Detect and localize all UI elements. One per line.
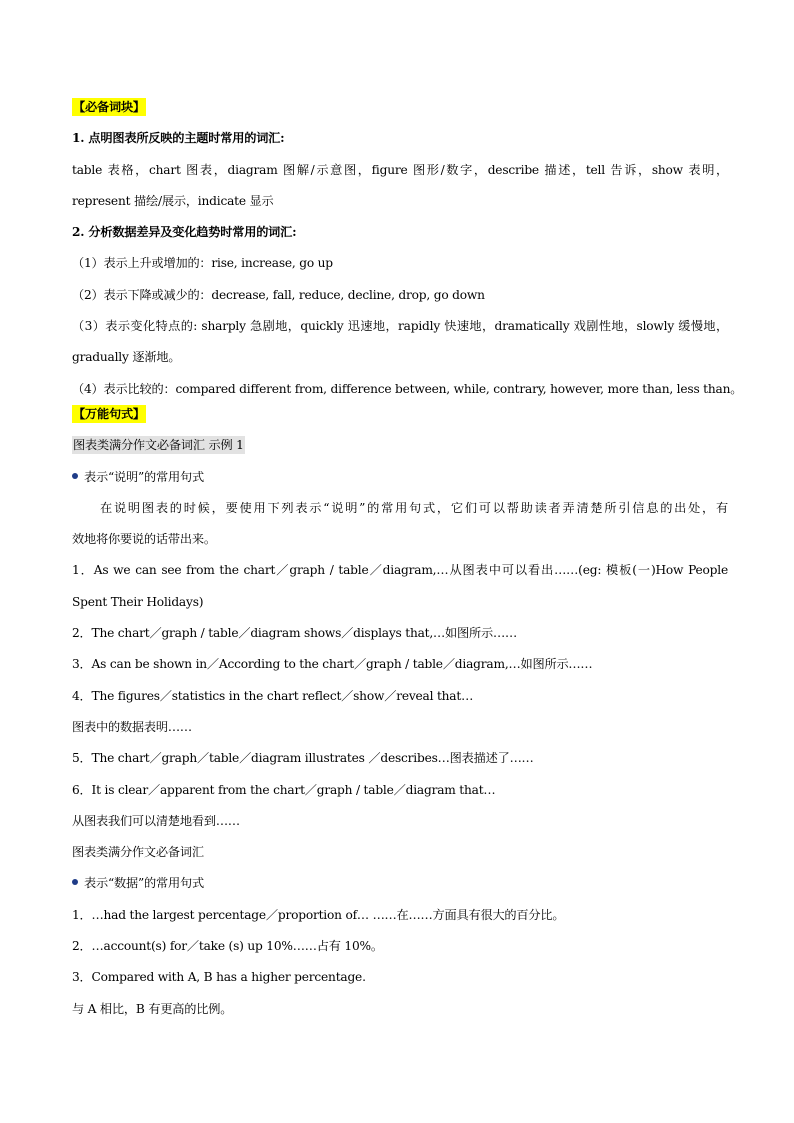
data-sentence-3: 3．Compared with A, B has a higher percentage.	[72, 970, 366, 985]
subtitle-example-1	[72, 430, 728, 461]
item-1-title: 1. 点明图表所反映的主题时常用的词汇:	[72, 131, 285, 146]
sentence-1-line-2: Spent Their Holidays)	[72, 594, 204, 609]
data-sentence-2: 2．…account(s) for／take (s) up 10%……占有 10%。	[72, 939, 383, 954]
bullet-icon	[72, 473, 78, 479]
sentence-5: 5．The chart／graph／table／diagram illustrates ／describes…图表描述了……	[72, 751, 534, 766]
bullet-data-heading	[72, 868, 728, 899]
sentence-6: 6．It is clear／apparent from the chart／graph / table／diagram that…	[72, 782, 496, 797]
section-header-vocabulary	[72, 92, 728, 123]
sub-item-comparison: （4）表示比较的：compared different from, difference between, while, contrary, however, more than, less than。	[72, 381, 743, 396]
sub-item-decrease: （2）表示下降或减少的：decrease, fall, reduce, decline, drop, go down	[72, 287, 485, 302]
sentence-4: 4．The figures／statistics in the chart reflect／show／reveal that…	[72, 688, 474, 703]
sentence-1-line-1: 1．As we can see from the chart／graph / table／diagram,…从图表中可以看出……(eg: 模板(一)How People	[72, 563, 728, 578]
item-1-text-line-1: table 表格，chart 图表，diagram 图解/示意图，figure 图形/数字，describe 描述，tell 告诉，show 表明，	[72, 162, 728, 177]
subtitle-2: 图表类满分作文必备词汇	[72, 845, 204, 860]
data-sentence-1: 1．…had the largest percentage／proportion of… ……在……方面具有很大的百分比。	[72, 907, 565, 922]
bullet-label: 表示“说明”的常用句式	[84, 469, 204, 484]
highlighted-heading: 【必备词块】	[73, 100, 145, 114]
sentence-3: 3．As can be shown in／According to the chart／graph / table／diagram,…如图所示……	[72, 657, 593, 672]
paragraph-line-1: 在说明图表的时候，要使用下列表示“说明”的常用句式，它们可以帮助读者弄清楚所引信息的出处，有	[100, 500, 728, 515]
item-2-title: 2. 分析数据差异及变化趋势时常用的词汇:	[72, 225, 297, 240]
sub-item-rise: （1）表示上升或增加的：rise, increase, go up	[72, 256, 333, 271]
sub-item-change-features-line-1: （3）表示变化特点的: sharply 急剧地，quickly 迅速地，rapidly 快速地，dramatically 戏剧性地，slowly 缓慢地，	[72, 319, 728, 334]
sentence-6-translation: 从图表我们可以清楚地看到……	[72, 813, 240, 828]
sentence-2: 2．The chart／graph / table／diagram shows／displays that,…如图所示……	[72, 626, 517, 641]
highlighted-heading: 【万能句式】	[73, 406, 145, 421]
bullet-icon	[72, 879, 78, 885]
item-1-text-line-2: represent 描绘/展示，indicate 显示	[72, 193, 274, 208]
bullet-explanation-heading	[72, 462, 728, 493]
data-sentence-3-translation: 与 A 相比，B 有更高的比例。	[72, 1001, 233, 1016]
sentence-4-translation: 图表中的数据表明……	[72, 719, 192, 734]
bullet-label: 表示“数据”的常用句式	[84, 876, 204, 891]
shaded-subtitle: 图表类满分作文必备词汇 示例 1	[73, 438, 244, 453]
paragraph-line-2: 效地将你要说的话带出来。	[72, 532, 216, 547]
sub-item-change-features-line-2: gradually 逐渐地。	[72, 350, 181, 365]
document-page	[72, 92, 743, 1025]
